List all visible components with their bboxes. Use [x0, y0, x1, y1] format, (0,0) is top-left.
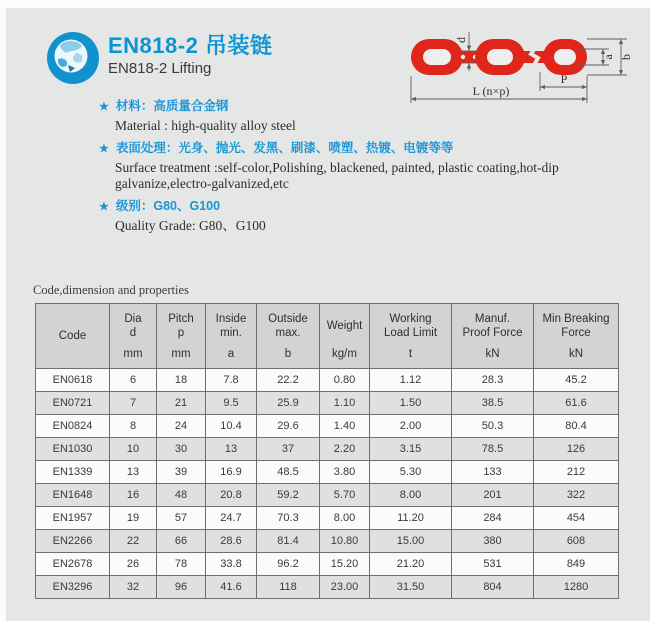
page-title-en: EN818-2 Lifting [108, 60, 212, 77]
column-header [257, 304, 320, 369]
star-bullet-icon: ★ [99, 143, 109, 155]
code-cell: EN3296 [36, 576, 110, 599]
value-cell: 201 [452, 484, 534, 507]
spec-list [99, 99, 575, 241]
table-row [36, 438, 619, 461]
value-cell: 13 [110, 461, 157, 484]
value-cell: 322 [534, 484, 619, 507]
value-cell: 13 [206, 438, 257, 461]
value-cell: 37 [257, 438, 320, 461]
value-cell: 6 [110, 369, 157, 392]
column-title-line2: Proof Force [462, 327, 523, 339]
value-cell: 80.4 [534, 415, 619, 438]
dimension-label-b: b [619, 54, 633, 60]
value-cell: 11.20 [370, 507, 452, 530]
globe-icon [46, 31, 100, 85]
spec-text-en: Quality Grade: G80、G100 [115, 218, 266, 233]
code-cell: EN0721 [36, 392, 110, 415]
table-body [36, 369, 619, 599]
column-header [370, 304, 452, 369]
star-bullet-icon: ★ [99, 201, 109, 213]
spec-table [35, 303, 619, 599]
value-cell: 48.5 [257, 461, 320, 484]
value-cell: 1.40 [320, 415, 370, 438]
value-cell: 118 [257, 576, 320, 599]
value-cell: 78 [157, 553, 206, 576]
value-cell: 25.9 [257, 392, 320, 415]
spec-text-en: Material : high-quality alloy steel [115, 118, 296, 133]
value-cell: 81.4 [257, 530, 320, 553]
spec-text-zh: 材料：高质量合金钢 [115, 99, 229, 113]
value-cell: 59.2 [257, 484, 320, 507]
value-cell: 50.3 [452, 415, 534, 438]
value-cell: 22.2 [257, 369, 320, 392]
column-unit: a [227, 348, 235, 360]
spec-text-zh: 级别：G80、G100 [115, 199, 221, 213]
value-cell: 7.8 [206, 369, 257, 392]
column-title: Outside [268, 313, 308, 325]
value-cell: 284 [452, 507, 534, 530]
column-unit: kN [485, 348, 500, 360]
column-unit: mm [171, 348, 191, 360]
value-cell: 608 [534, 530, 619, 553]
spec-heading-zh [99, 141, 575, 157]
table-row [36, 392, 619, 415]
value-cell: 15.20 [320, 553, 370, 576]
value-cell: 15.00 [370, 530, 452, 553]
value-cell: 16 [110, 484, 157, 507]
value-cell: 8 [110, 415, 157, 438]
code-cell: EN2266 [36, 530, 110, 553]
table-row [36, 369, 619, 392]
code-cell: EN1648 [36, 484, 110, 507]
value-cell: 23.00 [320, 576, 370, 599]
value-cell: 48 [157, 484, 206, 507]
spec-item [99, 141, 575, 192]
column-title-line2: Force [561, 327, 591, 339]
value-cell: 78.5 [452, 438, 534, 461]
star-bullet-icon: ★ [99, 101, 109, 113]
column-header [110, 304, 157, 369]
value-cell: 133 [452, 461, 534, 484]
value-cell: 26 [110, 553, 157, 576]
value-cell: 8.00 [320, 507, 370, 530]
value-cell: 20.8 [206, 484, 257, 507]
column-title-line2: Load Limit [383, 327, 438, 339]
value-cell: 96 [157, 576, 206, 599]
value-cell: 61.6 [534, 392, 619, 415]
column-title: Manuf. [474, 313, 511, 325]
value-cell: 38.5 [452, 392, 534, 415]
value-cell: 28.6 [206, 530, 257, 553]
value-cell: 1280 [534, 576, 619, 599]
column-unit: kN [568, 348, 584, 360]
value-cell: 18 [157, 369, 206, 392]
value-cell: 212 [534, 461, 619, 484]
value-cell: 70.3 [257, 507, 320, 530]
chain-dimension-diagram [403, 26, 643, 108]
spec-heading-zh [99, 199, 575, 215]
column-title: Pitch [168, 313, 194, 325]
spec-item [99, 99, 575, 134]
value-cell: 5.70 [320, 484, 370, 507]
dimension-label-d: d [454, 37, 468, 43]
spec-item [99, 199, 575, 234]
table-row [36, 530, 619, 553]
value-cell: 1.50 [370, 392, 452, 415]
column-header [320, 304, 370, 369]
value-cell: 10.80 [320, 530, 370, 553]
value-cell: 7 [110, 392, 157, 415]
column-header [534, 304, 619, 369]
value-cell: 1.10 [320, 392, 370, 415]
value-cell: 0.80 [320, 369, 370, 392]
column-unit: kg/m [332, 348, 357, 360]
value-cell: 57 [157, 507, 206, 530]
column-header [452, 304, 534, 369]
column-header [206, 304, 257, 369]
table-row [36, 415, 619, 438]
dimension-label-a: a [601, 54, 615, 60]
value-cell: 29.6 [257, 415, 320, 438]
value-cell: 454 [534, 507, 619, 530]
column-title: Code [58, 330, 87, 342]
value-cell: 1.12 [370, 369, 452, 392]
value-cell: 24 [157, 415, 206, 438]
table-caption: Code,dimension and properties [33, 283, 189, 297]
page-header [108, 34, 272, 77]
code-cell: EN1030 [36, 438, 110, 461]
dimension-label-length: L (n×p) [472, 84, 510, 98]
value-cell: 5.30 [370, 461, 452, 484]
value-cell: 380 [452, 530, 534, 553]
value-cell: 8.00 [370, 484, 452, 507]
code-cell: EN1339 [36, 461, 110, 484]
column-title: Inside [215, 313, 247, 325]
value-cell: 126 [534, 438, 619, 461]
value-cell: 30 [157, 438, 206, 461]
value-cell: 804 [452, 576, 534, 599]
code-cell: EN0618 [36, 369, 110, 392]
page-title-zh: EN818-2 吊装链 [108, 33, 273, 58]
code-cell: EN2678 [36, 553, 110, 576]
value-cell: 21 [157, 392, 206, 415]
column-title-line2: d [129, 327, 137, 339]
value-cell: 66 [157, 530, 206, 553]
column-title-line2: max. [275, 327, 301, 339]
column-unit: t [408, 348, 413, 360]
value-cell: 39 [157, 461, 206, 484]
value-cell: 849 [534, 553, 619, 576]
column-title: Min Breaking [542, 313, 610, 325]
value-cell: 28.3 [452, 369, 534, 392]
value-cell: 41.6 [206, 576, 257, 599]
table-row [36, 484, 619, 507]
table-row [36, 461, 619, 484]
value-cell: 531 [452, 553, 534, 576]
table-row [36, 553, 619, 576]
value-cell: 45.2 [534, 369, 619, 392]
column-title-line2: p [177, 327, 185, 339]
value-cell: 31.50 [370, 576, 452, 599]
spec-text-zh: 表面处理：光身、抛光、发黑、刷漆、喷塑、热镀、电镀等等 [115, 141, 454, 155]
value-cell: 32 [110, 576, 157, 599]
value-cell: 24.7 [206, 507, 257, 530]
value-cell: 10.4 [206, 415, 257, 438]
table-row [36, 507, 619, 530]
column-title: Working [389, 313, 432, 325]
column-header [36, 304, 110, 369]
column-title: Weight [326, 320, 363, 332]
column-unit: b [284, 348, 292, 360]
column-header [157, 304, 206, 369]
table-row [36, 576, 619, 599]
code-cell: EN1957 [36, 507, 110, 530]
value-cell: 2.00 [370, 415, 452, 438]
value-cell: 21.20 [370, 553, 452, 576]
value-cell: 22 [110, 530, 157, 553]
column-title-line2: min. [220, 327, 242, 339]
value-cell: 19 [110, 507, 157, 530]
value-cell: 3.80 [320, 461, 370, 484]
value-cell: 96.2 [257, 553, 320, 576]
table-header-row [36, 304, 619, 369]
value-cell: 2.20 [320, 438, 370, 461]
column-unit: mm [123, 348, 143, 360]
value-cell: 33.8 [206, 553, 257, 576]
spec-text-en: Surface treatment :self-color,Polishing, blackened, painted, plastic coating,hot-dip galvanize,electro-galvanized,etc [115, 160, 559, 191]
value-cell: 16.9 [206, 461, 257, 484]
spec-heading-zh [99, 99, 575, 115]
value-cell: 3.15 [370, 438, 452, 461]
value-cell: 10 [110, 438, 157, 461]
code-cell: EN0824 [36, 415, 110, 438]
column-title: Dia [124, 313, 142, 325]
dimension-label-p: P [560, 72, 568, 86]
value-cell: 9.5 [206, 392, 257, 415]
